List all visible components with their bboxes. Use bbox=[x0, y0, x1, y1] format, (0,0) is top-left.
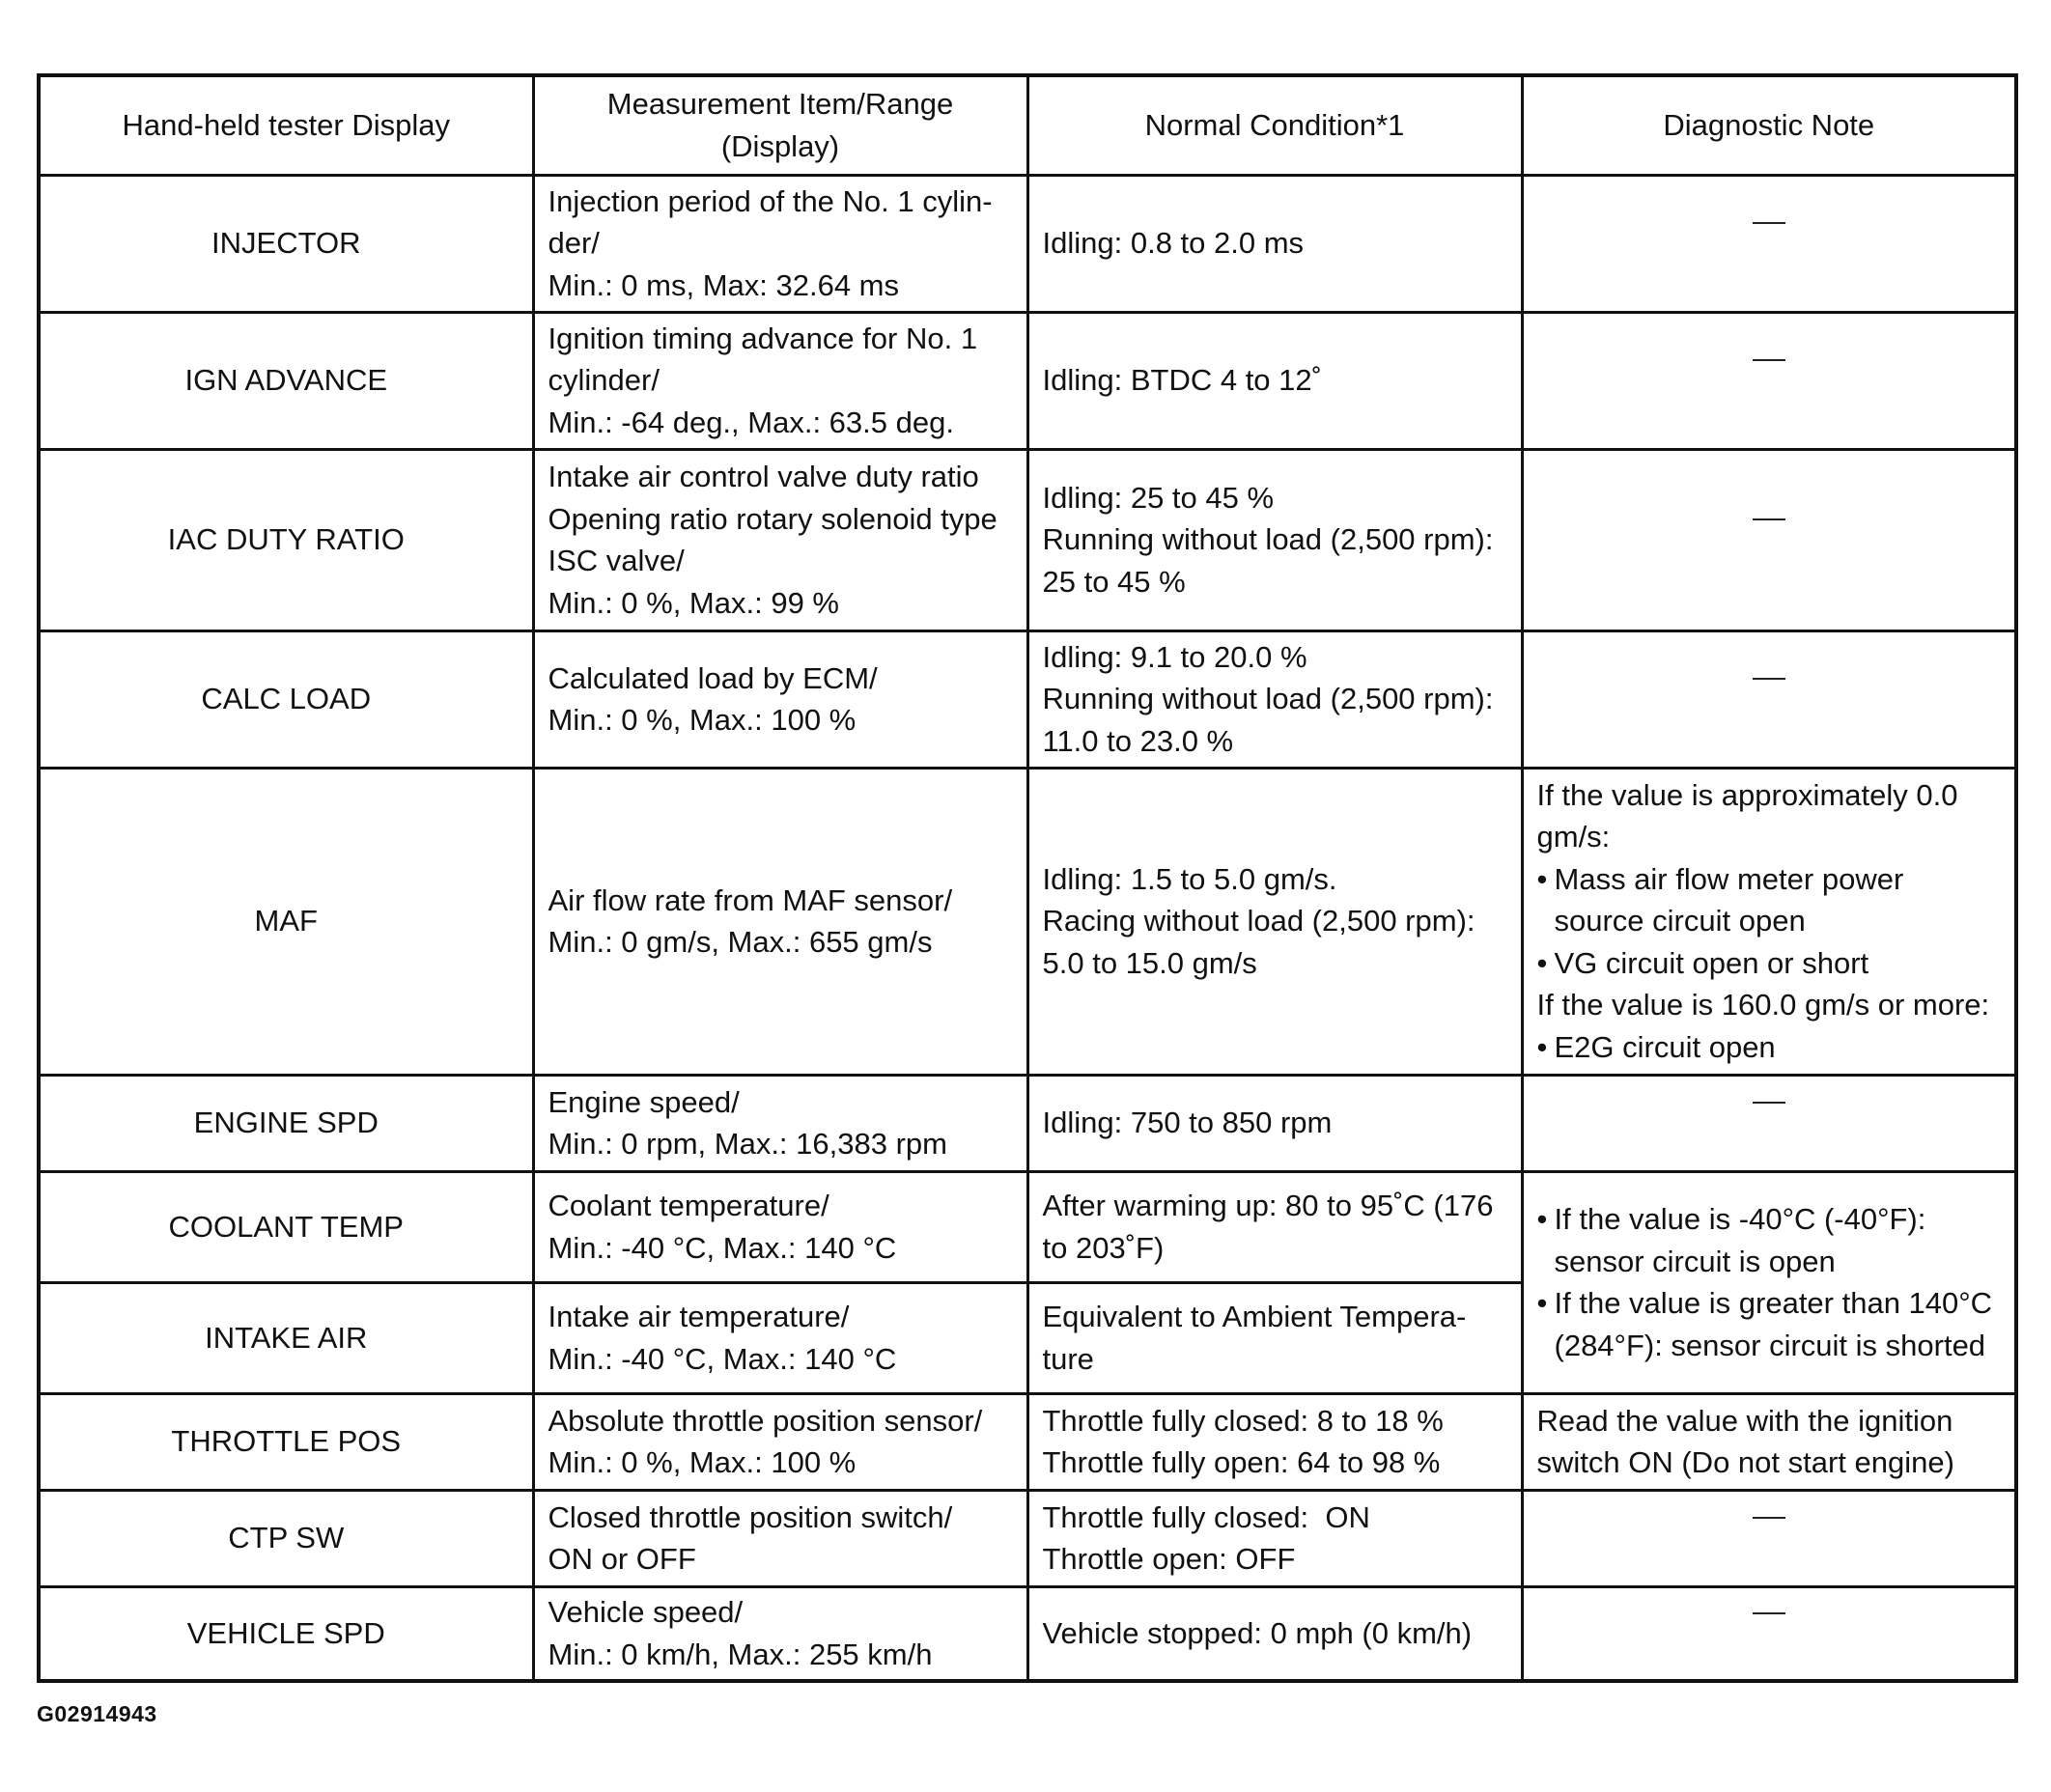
text-line: Min.: 0 ms, Max: 32.64 ms bbox=[548, 267, 899, 302]
text-line: Idling: 0.8 to 2.0 ms bbox=[1042, 226, 1305, 261]
header-display: Hand-held tester Display bbox=[39, 75, 533, 175]
text-line: Running without load (2,500 rpm): bbox=[1042, 522, 1494, 557]
note-bullet-list bbox=[1537, 858, 2002, 985]
table-row bbox=[39, 768, 2016, 1075]
table-row bbox=[39, 175, 2016, 312]
header-row bbox=[39, 75, 2016, 175]
normal-condition-cell bbox=[1027, 1171, 1522, 1282]
display-cell: INTAKE AIR bbox=[39, 1282, 533, 1393]
header-normal-condition: Normal Condition*1 bbox=[1027, 75, 1522, 175]
table-row bbox=[39, 1586, 2016, 1681]
table-row bbox=[39, 312, 2016, 449]
normal-condition-cell bbox=[1027, 1393, 1522, 1490]
display-cell: THROTTLE POS bbox=[39, 1393, 533, 1490]
display-cell: COOLANT TEMP bbox=[39, 1171, 533, 1282]
diagnostic-note-cell bbox=[1522, 1490, 2016, 1586]
dash-mark bbox=[1753, 1612, 1785, 1657]
measurement-cell bbox=[533, 1282, 1027, 1393]
diagnostic-note-cell bbox=[1522, 630, 2016, 768]
text-line: Injection period of the No. 1 cylin- bbox=[548, 183, 993, 218]
text-line: Calculated load by ECM/ bbox=[548, 660, 878, 695]
header-measurement: Measurement Item/Range (Display) bbox=[533, 75, 1027, 175]
diagnostic-note-cell bbox=[1522, 1171, 2016, 1393]
text-line: ISC valve/ bbox=[548, 544, 685, 577]
measurement-cell bbox=[533, 1171, 1027, 1282]
diagnostic-note-cell bbox=[1522, 1075, 2016, 1171]
dash-mark bbox=[1753, 359, 1785, 404]
diagnostic-note-cell bbox=[1522, 768, 2016, 1075]
diagnostic-note-cell: Read the value with the ignition switch ON (Do not start engine) bbox=[1522, 1393, 2016, 1490]
text-line: Min.: 0 km/h, Max.: 255 km/h bbox=[548, 1637, 933, 1671]
text-line: Min.: 0 %, Max.: 100 % bbox=[548, 1445, 857, 1479]
note-bullet-list bbox=[1537, 1198, 2002, 1366]
table-row bbox=[39, 1075, 2016, 1171]
note-bullet: • E2G circuit open bbox=[1537, 1026, 2002, 1069]
display-cell: ENGINE SPD bbox=[39, 1075, 533, 1171]
measurement-cell bbox=[533, 630, 1027, 768]
text-line: Idling: 750 to 850 rpm bbox=[1042, 1106, 1333, 1140]
table-row bbox=[39, 1490, 2016, 1586]
text-line: Intake air control valve duty ratio bbox=[548, 460, 979, 493]
note-bullet: • VG circuit open or short bbox=[1537, 942, 2002, 985]
text-line: 25 to 45 % bbox=[1042, 564, 1186, 599]
normal-condition-cell bbox=[1027, 630, 1522, 768]
normal-condition-cell bbox=[1027, 1490, 1522, 1586]
diagnostic-note-cell bbox=[1522, 449, 2016, 630]
text-line: Min.: -64 deg., Max.: 63.5 deg. bbox=[548, 405, 954, 439]
table-row bbox=[39, 449, 2016, 630]
table-row bbox=[39, 1171, 2016, 1282]
text-line: Idling: 25 to 45 % bbox=[1042, 480, 1275, 515]
text-line: Engine speed/ bbox=[548, 1084, 740, 1119]
text-line: Throttle fully closed: 8 to 18 % bbox=[1042, 1403, 1444, 1438]
normal-condition-cell bbox=[1027, 312, 1522, 449]
dash-mark bbox=[1753, 518, 1785, 563]
text-line: Throttle fully closed: ON bbox=[1042, 1499, 1370, 1534]
text-line: cylinder/ bbox=[548, 363, 660, 398]
display-cell: IGN ADVANCE bbox=[39, 312, 533, 449]
diagnostic-note-cell bbox=[1522, 312, 2016, 449]
measurement-cell bbox=[533, 1075, 1027, 1171]
note-bullet-list bbox=[1537, 1026, 2002, 1069]
measurement-cell bbox=[533, 768, 1027, 1075]
text-line: Min.: 0 %, Max.: 99 % bbox=[548, 585, 839, 620]
diagnostic-note-cell bbox=[1522, 175, 2016, 312]
table-row bbox=[39, 1393, 2016, 1490]
text-line: Running without load (2,500 rpm): bbox=[1042, 682, 1494, 716]
note-bullet: • If the value is greater than 140°C (284°F): sensor circuit is shorted bbox=[1537, 1282, 2002, 1366]
text-line: Ignition timing advance for No. 1 bbox=[548, 321, 978, 355]
display-cell: IAC DUTY RATIO bbox=[39, 449, 533, 630]
measurement-cell bbox=[533, 1586, 1027, 1681]
text-line: Intake air temperature/ bbox=[548, 1300, 850, 1333]
text-line: Absolute throttle position sensor/ bbox=[548, 1403, 983, 1438]
display-cell: CTP SW bbox=[39, 1490, 533, 1586]
text-line: Throttle fully open: 64 to 98 % bbox=[1042, 1445, 1441, 1479]
display-cell: MAF bbox=[39, 768, 533, 1075]
note-intro: If the value is 160.0 gm/s or more: bbox=[1536, 988, 1990, 1022]
dash-mark bbox=[1753, 222, 1785, 266]
text-line: Opening ratio rotary solenoid type bbox=[548, 501, 997, 536]
normal-condition-cell bbox=[1027, 768, 1522, 1075]
text-line: Idling: 1.5 to 5.0 gm/s. bbox=[1042, 861, 1337, 896]
normal-condition-cell bbox=[1027, 449, 1522, 630]
display-cell: CALC LOAD bbox=[39, 630, 533, 768]
measurement-cell bbox=[533, 449, 1027, 630]
measurement-cell bbox=[533, 175, 1027, 312]
text-line: 11.0 to 23.0 % bbox=[1042, 723, 1234, 758]
dash-mark bbox=[1753, 678, 1785, 722]
note-bullet: • Mass air flow meter power source circuit open bbox=[1537, 858, 2002, 942]
diagnostic-data-table bbox=[37, 73, 2018, 1683]
display-cell: VEHICLE SPD bbox=[39, 1586, 533, 1681]
text-line: Min.: -40 °C, Max.: 140 °C bbox=[548, 1230, 897, 1265]
text-line: der/ bbox=[548, 226, 600, 261]
text-line: Idling: 9.1 to 20.0 % bbox=[1042, 639, 1307, 674]
dash-mark bbox=[1753, 1517, 1785, 1561]
display-cell: INJECTOR bbox=[39, 175, 533, 312]
text-line: 5.0 to 15.0 gm/s bbox=[1042, 945, 1257, 980]
measurement-cell bbox=[533, 312, 1027, 449]
text-line: Min.: 0 %, Max.: 100 % bbox=[548, 703, 857, 737]
text-line: Vehicle stopped: 0 mph (0 km/h) bbox=[1042, 1616, 1473, 1650]
note-intro: If the value is approximately 0.0 gm/s: bbox=[1536, 777, 1958, 854]
measurement-cell bbox=[533, 1393, 1027, 1490]
figure-id: G02914943 bbox=[37, 1701, 157, 1726]
table-row bbox=[39, 630, 2016, 768]
text-line: Throttle open: OFF bbox=[1042, 1542, 1296, 1576]
normal-condition-cell bbox=[1027, 1586, 1522, 1681]
measurement-cell bbox=[533, 1490, 1027, 1586]
text-line: Air flow rate from MAF sensor/ bbox=[548, 882, 953, 917]
text-line: Idling: BTDC 4 to 12˚ bbox=[1042, 363, 1322, 398]
text-line: ture bbox=[1042, 1341, 1094, 1376]
text-line: Min.: -40 °C, Max.: 140 °C bbox=[548, 1341, 897, 1376]
normal-condition-cell bbox=[1027, 175, 1522, 312]
diagnostic-note-cell bbox=[1522, 1586, 2016, 1681]
text-line: Min.: 0 gm/s, Max.: 655 gm/s bbox=[548, 925, 933, 959]
header-diagnostic-note: Diagnostic Note bbox=[1522, 75, 2016, 175]
text-line: ON or OFF bbox=[548, 1542, 696, 1576]
text-line: Vehicle speed/ bbox=[548, 1595, 744, 1630]
normal-condition-cell bbox=[1027, 1075, 1522, 1171]
text-line: to 203˚F) bbox=[1042, 1230, 1165, 1265]
text-line: Equivalent to Ambient Tempera- bbox=[1042, 1300, 1467, 1333]
text-line: Coolant temperature/ bbox=[548, 1189, 829, 1222]
note-bullet: • If the value is -40°C (-40°F): sensor circuit is open bbox=[1537, 1198, 2002, 1282]
text-line: Min.: 0 rpm, Max.: 16,383 rpm bbox=[548, 1127, 947, 1161]
normal-condition-cell bbox=[1027, 1282, 1522, 1393]
text-line: Closed throttle position switch/ bbox=[548, 1499, 953, 1534]
text-line: Racing without load (2,500 rpm): bbox=[1042, 904, 1475, 938]
text-line: After warming up: 80 to 95˚C (176 bbox=[1042, 1189, 1494, 1222]
dash-mark bbox=[1753, 1102, 1785, 1146]
